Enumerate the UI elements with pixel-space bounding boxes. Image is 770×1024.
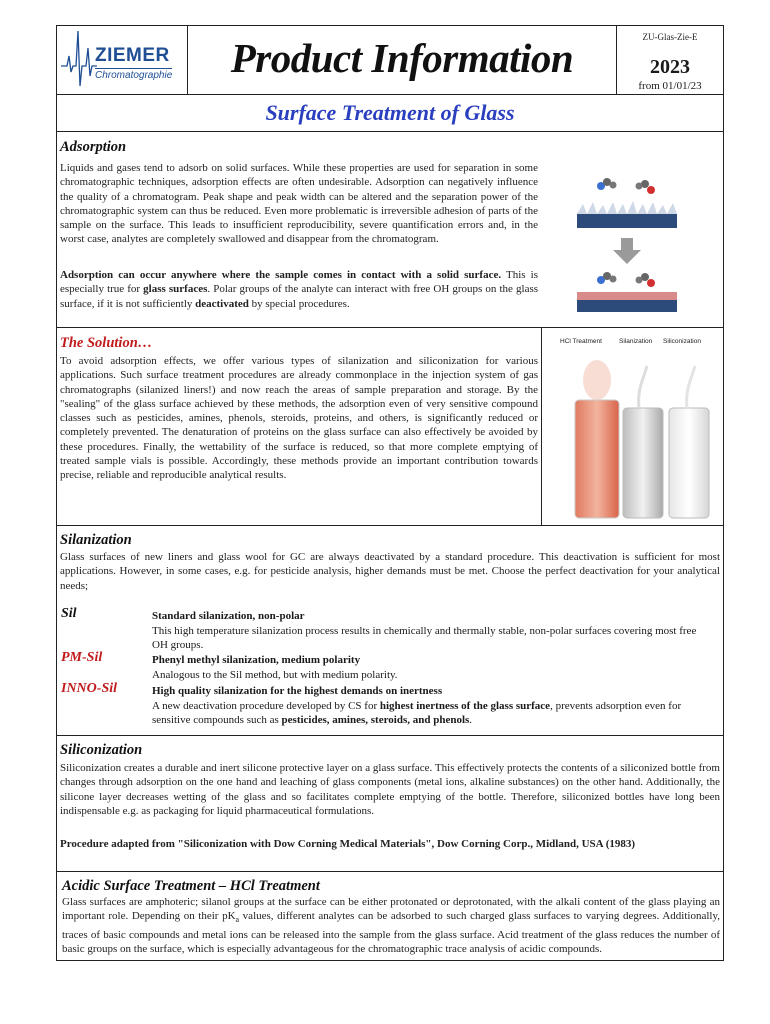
document-page bbox=[56, 25, 724, 961]
solution-paragraph: To avoid adsorption effects, we offer various types of silanization and siliconization for various applications. Such surface treatment procedures are already commonplace in the injection system of gas chromatographs (silanized liners!) and now reach the areas of sample preparation and storage. By the "sealing" of the glass surface achieved by these methods, the adsorption even of very sensitive compound classes such as pesticides, amines, phenols, steroids, proteins, and others, is significantly reduced or completely prevented. The denaturation of proteins on the glass surface can also effectively be avoided by these procedures. Finally, the wettability of the surface is reduced, so that more complete emptying of treated sample vials is possible. Accordingly, these methods provide an important contribution towards precise, reliable and reproducible analytical results. bbox=[60, 355, 538, 482]
method-heading: Phenyl methyl silanization, medium polarity bbox=[152, 654, 361, 666]
document-year: 2023 bbox=[650, 56, 690, 78]
adsorption-paragraph: Liquids and gases tend to adsorb on solid surfaces. While these properties are used for separation in some chromatographic techniques, adsorption effects are often undesirable. Adsorption can negatively influence the quality of a chromatogram. Peak shape and peak width can be altered and the separation power of the chromatographic system can thus be reduced. Even more problematic is irreversible adhesion of parts of the sample on the surface. This leads to insufficient reproducibility, severe quantification errors and, in the worst case, analytes are completely swallowed and disappear from the chromatogram. bbox=[60, 162, 538, 246]
subtitle-row bbox=[57, 95, 723, 132]
figure-label: Siliconization bbox=[663, 338, 701, 345]
adsorption-illustration bbox=[557, 142, 697, 322]
column-divider bbox=[541, 328, 542, 525]
section-title: The Solution… bbox=[60, 335, 153, 351]
logo bbox=[57, 26, 188, 94]
logo-subtitle: Chromatographie bbox=[95, 70, 173, 81]
method-heading: High quality silanization for the highest demands on inertness bbox=[152, 685, 443, 697]
section-siliconization bbox=[57, 736, 723, 872]
section-solution bbox=[57, 328, 723, 526]
siliconization-paragraph: Siliconization creates a durable and inert silicone protective layer on a glass surface. This effectively protects the contents of a siliconized bottle from changes through adsorption on the one hand and leaching of glass components (metal ions, alkaline substances) on the other hand. Additionally, the silicone layer decreases wetting of the glass and so facilitates complete emptying of the bottle. Therefore, siliconized bottles have long been indispensable e.g. as packaging for liquid pharmaceutical formulations. bbox=[60, 762, 720, 817]
adsorption-emphasis-paragraph: Adsorption can occur anywhere where the sample comes in contact with a solid surface. This is especially true for glass surfaces. Polar groups of the analyte can interact with free OH groups on the glass surface, if it is not sufficiently deactivated by special procedures. bbox=[60, 269, 539, 310]
section-adsorption bbox=[57, 132, 723, 328]
method-name-inno-sil: INNO-Sil bbox=[61, 681, 118, 696]
arrow-down-icon bbox=[613, 238, 641, 264]
vial-icon bbox=[623, 366, 663, 518]
acidic-paragraph: Glass surfaces are amphoteric; silanol groups at the surface can be either protonated or deprotonated, with the alkali content of the glass playing an important role. Depending on their $pK_a$ values, different analytes can be adsorbed to such charged glass surfaces to varying degrees. Additionally, traces of basic compounds and metal ions can be released into the sample from the glass surface. Acid treatment of the glass reduces the number of basic groups on the surface, which is especially advantageous for the chromatographic trace analysis of acidic compounds. bbox=[62, 896, 720, 956]
molecule-icon bbox=[597, 178, 655, 194]
chromatogram-logo-icon bbox=[59, 26, 99, 94]
section-title: Siliconization bbox=[60, 742, 143, 758]
method-name-pm-sil: PM-Sil bbox=[61, 650, 103, 665]
method-description: This high temperature silanization process results in chemically and thermally stable, non-polar surfaces covering most free OH groups. bbox=[152, 625, 697, 652]
page-title: Product Information bbox=[230, 35, 574, 81]
header bbox=[57, 26, 723, 95]
vial-icon bbox=[575, 360, 619, 518]
document-subtitle: Surface Treatment of Glass bbox=[265, 100, 515, 125]
document-code: ZU-Glas-Zie-E bbox=[642, 32, 698, 42]
method-description: Analogous to the Sil method, but with medium polarity. bbox=[152, 669, 398, 681]
section-acidic-treatment bbox=[57, 872, 723, 961]
siliconization-reference: Procedure adapted from "Siliconization with Dow Corning Medical Materials", Dow Corning Corp., Midland, USA (1983) bbox=[60, 838, 636, 850]
section-title: Silanization bbox=[60, 532, 132, 548]
document-date: from 01/01/23 bbox=[638, 80, 702, 92]
molecule-icon bbox=[597, 272, 655, 287]
silanization-intro: Glass surfaces of new liners and glass wool for GC are always deactivated by a standard procedure. This deactivation is sufficient for most applications. However, in some cases, e.g. for pesticide analysis, higher demands must be met. Choose the perfect deactivation for your analytical needs; bbox=[60, 551, 720, 592]
title-cell bbox=[188, 26, 617, 94]
figure-label: HCl Treatment bbox=[560, 338, 602, 345]
vials-illustration bbox=[547, 350, 717, 522]
logo-wordmark: ZIEMER bbox=[95, 45, 170, 66]
section-title: Acidic Surface Treatment – HCl Treatment bbox=[62, 878, 320, 894]
figure-label: Silanization bbox=[619, 338, 653, 345]
vial-icon bbox=[669, 366, 709, 518]
method-name-sil: Sil bbox=[61, 606, 77, 621]
method-description: A new deactivation procedure developed by CS for highest inertness of the glass surface, prevents adsorption even for sensitive compounds such as pesticides, amines, steroids, and phenols. bbox=[152, 700, 682, 727]
section-title: Adsorption bbox=[60, 139, 127, 155]
document-meta bbox=[617, 26, 723, 94]
method-heading: Standard silanization, non-polar bbox=[152, 610, 305, 622]
section-silanization bbox=[57, 526, 723, 736]
